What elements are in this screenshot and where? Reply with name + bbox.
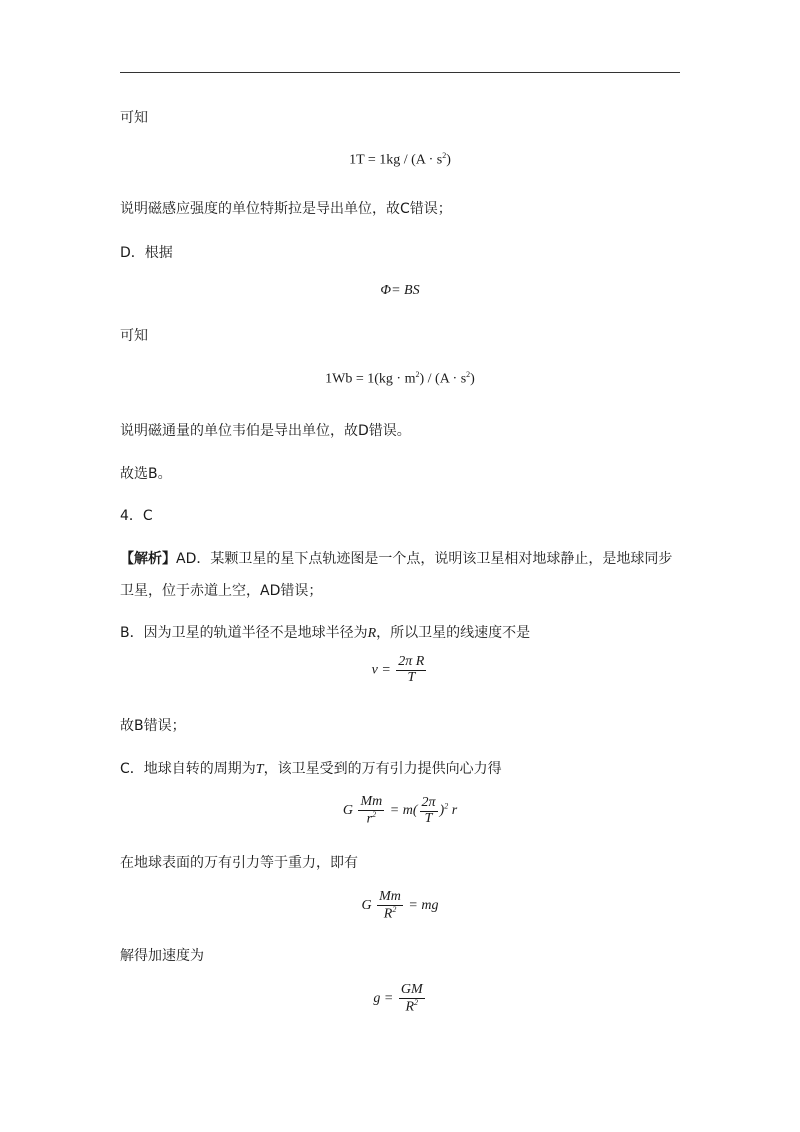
text-segment: B．因为卫星的轨道半径不是地球半径为 (120, 625, 368, 641)
eq-text: G (361, 898, 372, 914)
eq-text: ) / (A · s (419, 371, 467, 387)
eq-text: v = (371, 662, 391, 678)
text-line: 说明磁感应强度的单位特斯拉是导出单位，故C错误； (120, 201, 452, 217)
denominator (403, 999, 420, 1015)
eq-text: ) (446, 152, 451, 168)
numerator: GM (400, 982, 423, 997)
text-line: 可知 (120, 110, 148, 126)
text-line: 故选B。 (120, 466, 172, 482)
denominator (365, 811, 378, 827)
text-line (120, 622, 530, 642)
eq-text: r (448, 803, 458, 819)
eq-exponent: 2 (372, 809, 377, 819)
numerator: 2π R (398, 654, 425, 669)
eq-text: = m( (389, 803, 418, 819)
eq-text: G (342, 803, 353, 819)
variable-t: T (255, 762, 264, 777)
equation-centripetal (0, 795, 800, 827)
eq-text: 1T = 1kg / (A · s (349, 152, 443, 168)
eq-exponent: 2 (414, 997, 418, 1007)
text-line: 卫星，位于赤道上空，AD错误； (120, 583, 323, 599)
eq-exponent: 2 (444, 801, 449, 811)
fraction (399, 983, 425, 1015)
eq-text: 1Wb = 1(kg · m (325, 371, 416, 387)
text-segment: ，所以卫星的线速度不是 (376, 625, 531, 641)
question-number: 4．C (120, 508, 153, 524)
eq-text: ) (439, 803, 445, 819)
text-line: 可知 (120, 328, 148, 344)
eq-exponent: 2 (466, 370, 471, 379)
text-line: 说明磁通量的单位韦伯是导出单位，故D错误。 (120, 423, 411, 439)
text-line: 解得加速度为 (120, 948, 204, 964)
fraction (420, 796, 438, 826)
eq-text: R (383, 906, 393, 922)
numerator: Mm (360, 794, 383, 809)
numerator: 2π (421, 794, 436, 810)
eq-text: R (405, 999, 414, 1015)
fraction (358, 795, 384, 827)
equation-acceleration (0, 983, 800, 1015)
equation-flux: Φ= BS (380, 283, 420, 298)
eq-text: = mg (408, 898, 439, 914)
eq-exponent: 2 (415, 370, 420, 379)
text-line: 故B错误； (120, 718, 186, 734)
equation-gravity (0, 890, 800, 922)
header-rule (120, 72, 680, 73)
numerator: Mm (379, 889, 401, 904)
text-line (120, 758, 502, 778)
fraction (377, 890, 403, 922)
denominator: T (407, 669, 416, 685)
eq-text: r (366, 811, 373, 827)
eq-text: g = (373, 991, 394, 1007)
analysis-text: AD．某颗卫星的星下点轨迹图是一个点，说明该卫星相对地球静止，是地球同步 (176, 551, 673, 567)
text-segment: C．地球自转的周期为 (120, 761, 256, 777)
denominator: T (424, 810, 433, 826)
text-segment: ，该卫星受到的万有引力提供向心力得 (263, 761, 502, 777)
equation-weber (0, 370, 800, 388)
analysis-line (120, 548, 672, 568)
variable-r: R (367, 626, 377, 641)
equation-tesla (0, 151, 800, 169)
fraction (396, 655, 426, 685)
eq-text: ) (470, 371, 475, 387)
text-line: 在地球表面的万有引力等于重力，即有 (120, 855, 358, 871)
denominator (382, 906, 399, 922)
analysis-label: 【解析】 (120, 551, 176, 567)
equation-velocity (0, 655, 800, 685)
eq-exponent: 2 (392, 904, 397, 914)
eq-exponent: 2 (442, 151, 447, 160)
text-line: D．根据 (120, 245, 173, 261)
